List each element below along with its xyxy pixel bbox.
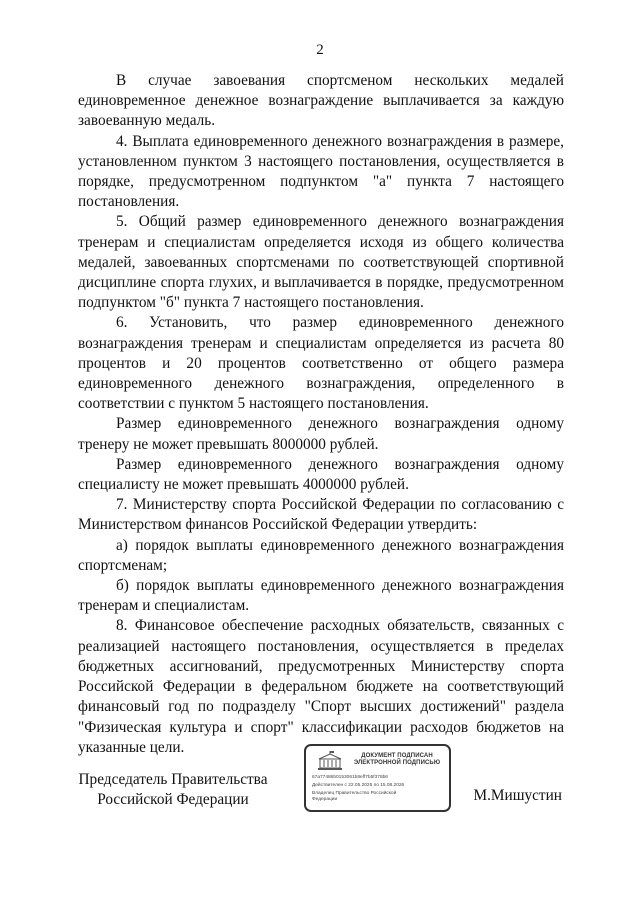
paragraph: 5. Общий размер единовременного денежного вознаграждения тренерам и специалистам определяется исходя из общего количества медалей, завоеванных спортсменами по соответствующей спортивной дисциплине спорта глухих, и выплачивается в порядке, предусмотренном подпунктом "б" пункта 7 настоящего постановления. — [78, 213, 564, 312]
signer-name: М.Мишустин — [473, 787, 562, 804]
stamp-title-line: ЭЛЕКТРОННОЙ ПОДПИСЬЮ — [353, 760, 441, 766]
owner: Владелец Правительство Российской — [312, 791, 397, 796]
document-body — [78, 71, 564, 758]
paragraph: 6. Установить, что размер единовременного денежного вознаграждения тренерам и специалистам определяется из расчета 80 процентов и 20 процентов соответственно от общего размера единовременного денежного вознаграждения, определенного в соответствии с пунктом 5 настоящего постановления. — [78, 314, 564, 413]
paragraph: Размер единовременного денежного вознаграждения одному тренеру не может превышать 8000000 рублей. — [78, 415, 564, 453]
paragraph: В случае завоевания спортсменом нескольких медалей единовременное денежное вознаграждение выплачивается за каждую завоеванную медаль. — [78, 72, 564, 130]
signatory-title — [78, 770, 268, 809]
paragraph: 8. Финансовое обеспечение расходных обязательств, связанных с реализацией настоящего постановления, осуществляется в пределах бюджетных ассигнований, предусмотренных Министерству спорта Российской Федерации в федеральном бюджете на соответствующий финансовый год по подразделу "Спорт высших достижений" раздела "Физическая культура и спорт" классификации расходов бюджетов на указанные цели. — [78, 617, 564, 756]
paragraph: а) порядок выплаты единовременного денежного вознаграждения спортсменам; — [78, 536, 564, 574]
paragraph: 4. Выплата единовременного денежного вознаграждения в размере, установленном пунктом 3 настоящего постановления, осуществляется в порядке, предусмотренном подпунктом "а" пункта 7 настоящего постановления. — [78, 132, 564, 211]
paragraph: Размер единовременного денежного вознаграждения одному специалисту не может превышать 4000000 рублей. — [78, 455, 564, 494]
stamp-title-line: ДОКУМЕНТ ПОДПИСАН — [361, 753, 433, 759]
owner: Федерации — [312, 797, 338, 802]
paragraph: 7. Министерству спорта Российской Федерации по согласованию с Министерством финансов Российской Федерации утвердить: — [78, 496, 564, 534]
signatory-line: Российской Федерации — [97, 790, 249, 808]
government-building-icon — [316, 751, 344, 771]
certificate-number: 67a77486b0153061b8eff7b5f378b6 — [312, 775, 388, 780]
stamp-title — [344, 753, 450, 767]
paragraph: б) порядок выплаты единовременного денежного вознаграждения тренерам и специалистам. — [78, 577, 564, 615]
electronic-signature-stamp — [304, 744, 451, 812]
signatory-line: Председатель Правительства — [78, 771, 268, 788]
page-number: 2 — [316, 42, 324, 58]
validity-period: Действителен с 22.05.2025 по 15.08.2026 — [312, 783, 405, 788]
